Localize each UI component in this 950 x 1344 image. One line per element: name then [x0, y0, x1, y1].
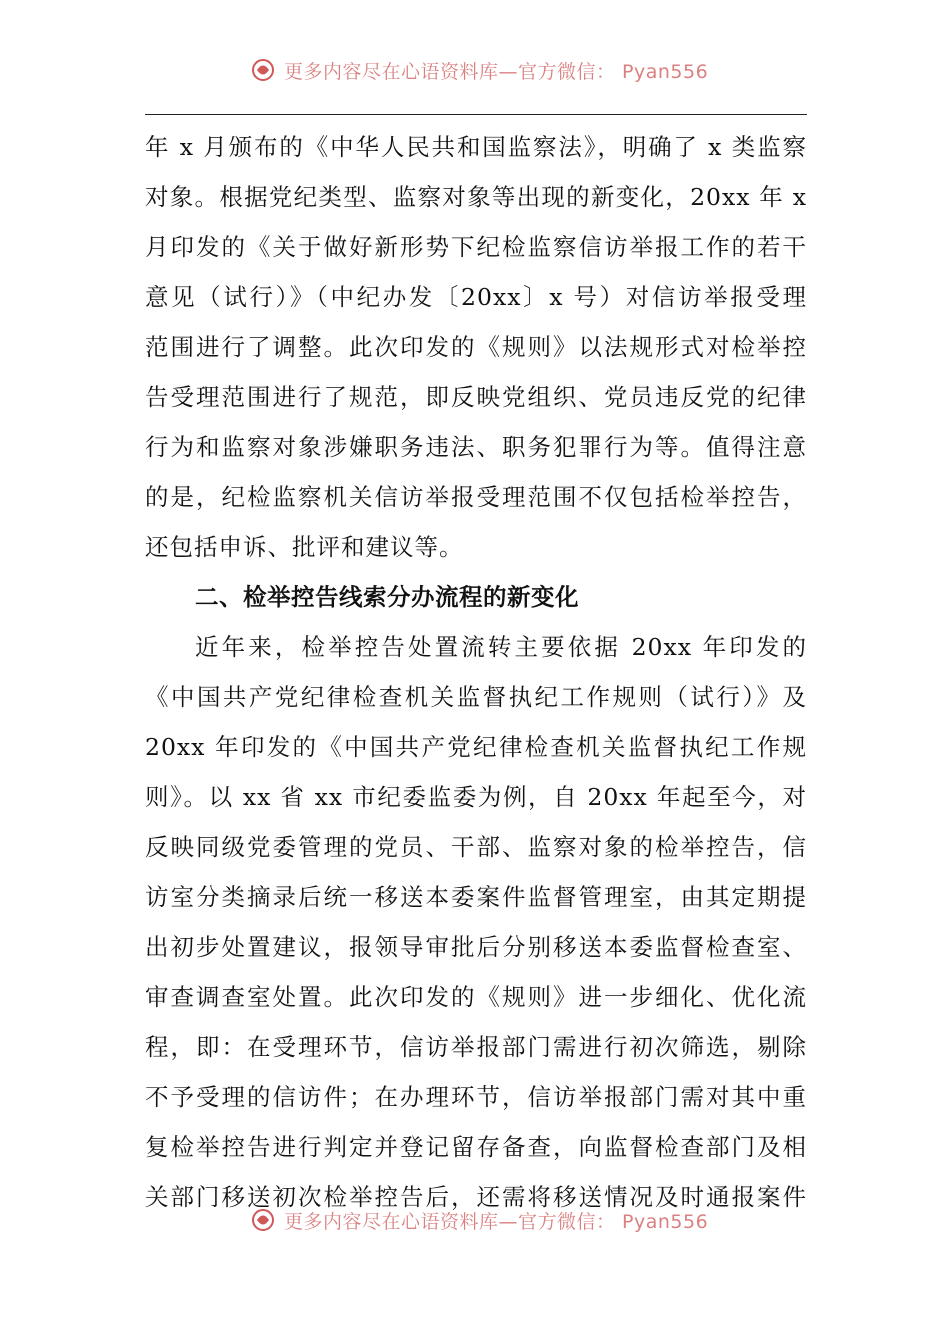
body-line: 告受理范围进行了规范，即反映党组织、党员违反党的纪律	[145, 383, 807, 411]
body-line: 不予受理的信访件；在办理环节，信访举报部门需对其中重	[145, 1083, 807, 1111]
body-line: 月印发的《关于做好新形势下纪检监察信访举报工作的若干	[145, 233, 807, 261]
body-line: 近年来，检举控告处置流转主要依据 20xx 年印发的	[195, 633, 807, 661]
body-line: 反映同级党委管理的党员、干部、监察对象的检举控告，信	[145, 833, 807, 861]
logo-icon	[250, 1207, 276, 1233]
body-line: 的是，纪检监察机关信访举报受理范围不仅包括检举控告，	[145, 483, 807, 511]
body-line: 复检举控告进行判定并登记留存备查，向监督检查部门及相	[145, 1133, 807, 1161]
body-line: 对象。根据党纪类型、监察对象等出现的新变化，20xx 年 x	[145, 183, 807, 211]
section-heading: 二、检举控告线索分办流程的新变化	[195, 583, 579, 611]
header-watermark	[250, 56, 708, 84]
body-line: 还包括申诉、批评和建议等。	[145, 533, 464, 561]
body-line: 程，即：在受理环节，信访举报部门需进行初次筛选，剔除	[145, 1033, 807, 1061]
watermark-text: 更多内容尽在心语资料库—官方微信： Pyan556	[284, 60, 709, 83]
body-line: 访室分类摘录后统一移送本委案件监督管理室，由其定期提	[145, 883, 807, 911]
body-line: 《中国共产党纪律检查机关监督执纪工作规则（试行）》及	[145, 683, 807, 711]
body-line: 行为和监察对象涉嫌职务违法、职务犯罪行为等。值得注意	[145, 433, 807, 461]
body-line: 关部门移送初次检举控告后，还需将移送情况及时通报案件	[145, 1183, 807, 1211]
watermark-text: 更多内容尽在心语资料库—官方微信： Pyan556	[284, 1210, 709, 1233]
body-line: 意见（试行）》（中纪办发〔20xx〕x 号）对信访举报受理	[145, 283, 807, 311]
body-line: 范围进行了调整。此次印发的《规则》以法规形式对检举控	[145, 333, 807, 361]
body-line: 出初步处置建议，报领导审批后分别移送本委监督检查室、	[145, 933, 807, 961]
document-body	[145, 122, 807, 1222]
body-line: 审查调查室处置。此次印发的《规则》进一步细化、优化流	[145, 983, 807, 1011]
footer-watermark	[250, 1206, 708, 1234]
body-line: 20xx 年印发的《中国共产党纪律检查机关监督执纪工作规	[145, 733, 807, 761]
body-line: 则》。以 xx 省 xx 市纪委监委为例，自 20xx 年起至今，对	[145, 783, 807, 811]
header-rule	[145, 114, 807, 115]
logo-icon	[250, 57, 276, 83]
body-line: 年 x 月颁布的《中华人民共和国监察法》，明确了 x 类监察	[145, 133, 807, 161]
